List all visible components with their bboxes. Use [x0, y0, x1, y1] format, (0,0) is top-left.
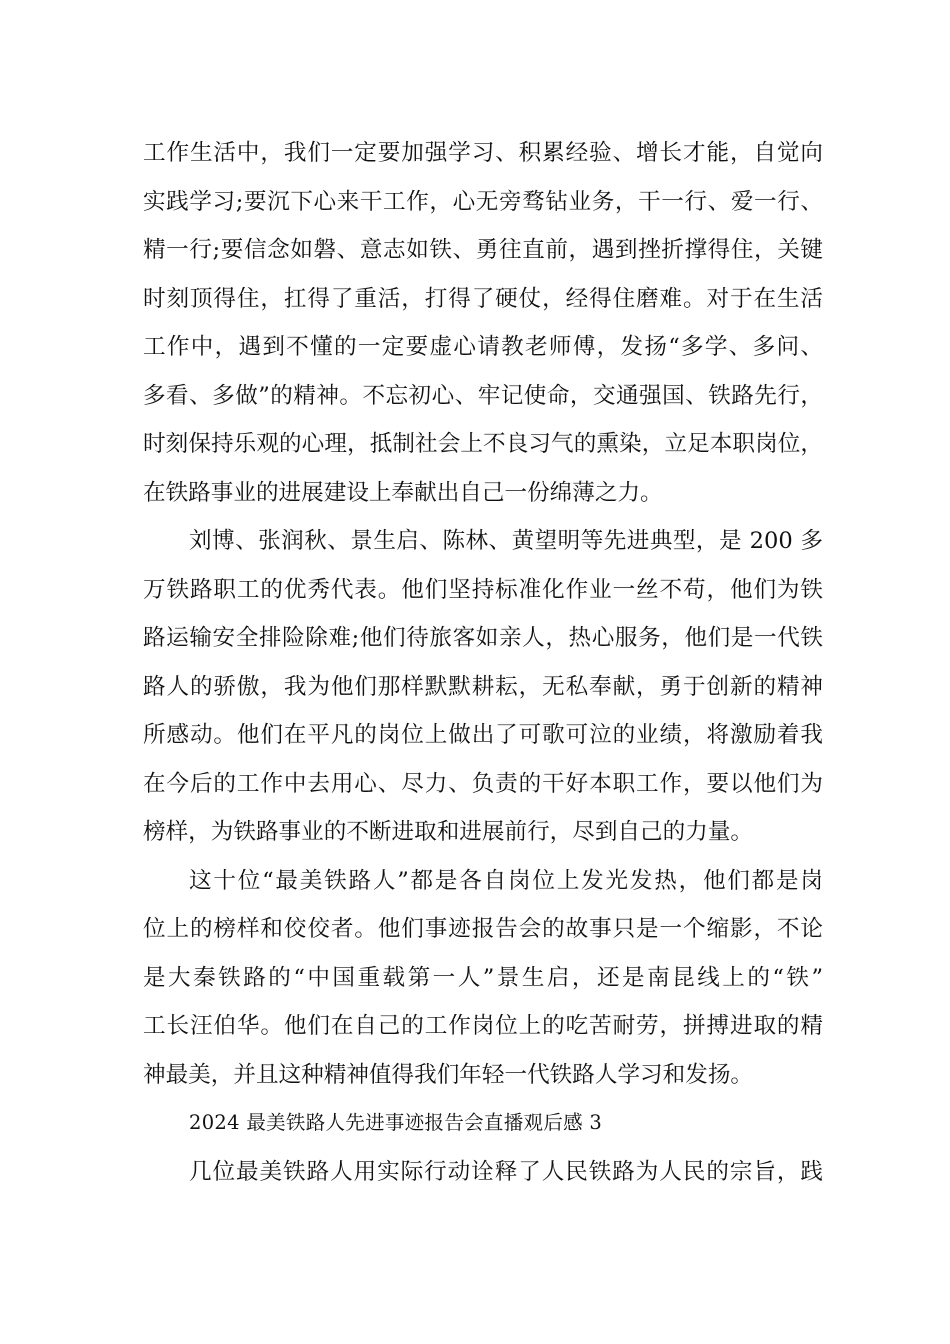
text-line: 万铁路职工的优秀代表。他们坚持标准化作业一丝不苟，他们为铁	[143, 576, 823, 603]
section-heading: 2024 最美铁路人先进事迹报告会直播观后感 3	[189, 1111, 603, 1134]
paragraph-3	[143, 857, 823, 1100]
text-line: 在铁路事业的进展建设上奉献出自己一份绵薄之力。	[143, 479, 663, 506]
text-line: 时刻保持乐观的心理，抵制社会上不良习气的熏染，立足本职岗位，	[143, 431, 823, 457]
text-line: 精一行;要信念如磐、意志如铁、勇往直前，遇到挫折撑得住，关键	[143, 237, 823, 263]
text-line: 所感动。他们在平凡的岗位上做出了可歌可泣的业绩，将激励着我	[143, 722, 823, 748]
text-line: 是大秦铁路的“中国重载第一人”景生启，还是南昆线上的“铁”	[143, 964, 823, 991]
text-line: 路人的骄傲，我为他们那样默默耕耘，无私奉献，勇于创新的精神	[143, 673, 823, 700]
text-line: 这十位“最美铁路人”都是各自岗位上发光发热，他们都是岗	[189, 867, 823, 894]
text-line: 工作中，遇到不懂的一定要虚心请教老师傅，发扬“多学、多问、	[143, 334, 823, 360]
text-line: 几位最美铁路人用实际行动诠释了人民铁路为人民的宗旨，践	[189, 1158, 823, 1185]
text-line: 榜样，为铁路事业的不断进取和进展前行，尽到自己的力量。	[143, 819, 754, 845]
text-line: 在今后的工作中去用心、尽力、负责的干好本职工作，要以他们为	[143, 770, 823, 797]
text-line: 位上的榜样和佼佼者。他们事迹报告会的故事只是一个缩影，不论	[143, 916, 823, 942]
text-line: 工长汪伯华。他们在自己的工作岗位上的吃苦耐劳，拼搏进取的精	[143, 1013, 823, 1039]
paragraph-4	[143, 1148, 823, 1197]
text-line: 多看、多做”的精神。不忘初心、牢记使命，交通强国、铁路先行，	[143, 382, 823, 409]
text-line: 神最美，并且这种精神值得我们年轻一代铁路人学习和发扬。	[143, 1061, 754, 1088]
text-line: 路运输安全排险除难;他们待旅客如亲人，热心服务，他们是一代铁	[143, 625, 823, 651]
text-line: 刘博、张润秋、景生启、陈林、黄望明等先进典型，是 200 多	[189, 528, 823, 554]
text-line: 实践学习;要沉下心来干工作，心无旁骛钻业务，干一行、爱一行、	[143, 188, 823, 215]
paragraph-1	[143, 129, 823, 517]
text-line: 工作生活中，我们一定要加强学习、积累经验、增长才能，自觉向	[143, 140, 823, 166]
paragraph-2	[143, 517, 823, 857]
text-line: 时刻顶得住，扛得了重活，打得了硬仗，经得住磨难。对于在生活	[143, 285, 823, 312]
document-body	[143, 129, 823, 1196]
